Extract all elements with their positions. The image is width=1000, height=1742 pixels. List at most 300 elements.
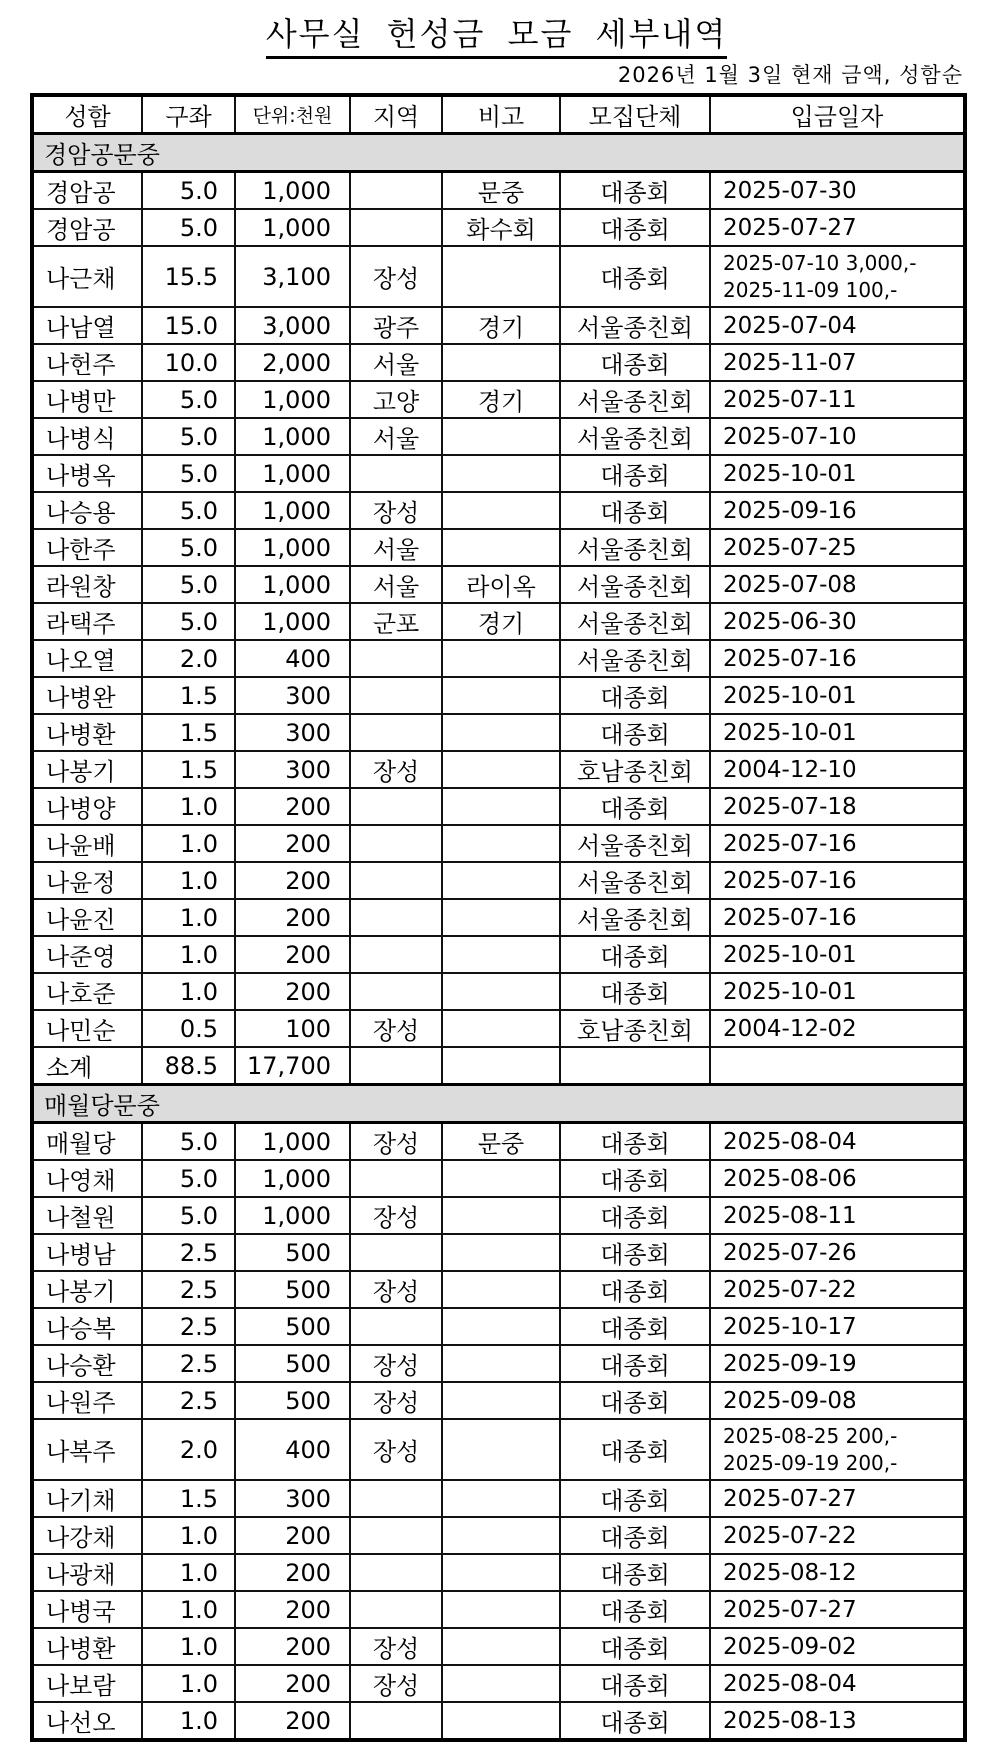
table-row (32, 209, 965, 246)
cell-date (710, 1665, 965, 1702)
date-line: 2025-11-09 100,- (723, 277, 898, 302)
date-line: 2025-08-11 (723, 1202, 857, 1229)
cell-note (442, 1628, 560, 1665)
col-header-region: 지역 (350, 95, 442, 134)
cell-region (350, 788, 442, 825)
table-row (32, 714, 965, 751)
cell-name: 나남열 (32, 307, 142, 344)
table-row (32, 455, 965, 492)
cell-note (442, 1517, 560, 1554)
cell-note (442, 1197, 560, 1234)
cell-region: 장성 (350, 1419, 442, 1480)
cell-org: 대종회 (560, 1702, 710, 1740)
cell-org: 서울종친회 (560, 307, 710, 344)
cell-region: 장성 (350, 1271, 442, 1308)
cell-note (442, 973, 560, 1010)
cell-org: 대종회 (560, 1665, 710, 1702)
cell-accounts: 5.0 (142, 381, 235, 418)
cell-region: 광주 (350, 307, 442, 344)
cell-date (710, 1419, 965, 1480)
cell-amount: 1,000 (235, 172, 350, 210)
cell-date (710, 936, 965, 973)
cell-amount: 500 (235, 1345, 350, 1382)
cell-name: 나병남 (32, 1234, 142, 1271)
cell-accounts: 15.0 (142, 307, 235, 344)
cell-org: 대종회 (560, 1517, 710, 1554)
cell-accounts: 1.0 (142, 1628, 235, 1665)
cell-org: 서울종친회 (560, 381, 710, 418)
cell-name: 나광채 (32, 1554, 142, 1591)
cell-amount: 300 (235, 677, 350, 714)
cell-date (710, 1234, 965, 1271)
cell-amount: 1,000 (235, 603, 350, 640)
cell-region (350, 1308, 442, 1345)
cell-date (710, 492, 965, 529)
cell-note (442, 862, 560, 899)
cell-date (710, 1160, 965, 1197)
date-line: 2025-07-16 (723, 645, 857, 672)
cell-amount: 200 (235, 1554, 350, 1591)
table-row (32, 1591, 965, 1628)
date-line: 2025-08-04 (723, 1670, 857, 1697)
col-header-name: 성함 (32, 95, 142, 134)
cell-accounts: 10.0 (142, 344, 235, 381)
date-line: 2025-07-08 (723, 571, 857, 598)
date-line: 2025-07-30 (723, 177, 857, 204)
cell-accounts: 1.0 (142, 1665, 235, 1702)
cell-name: 나윤정 (32, 862, 142, 899)
cell-name: 라택주 (32, 603, 142, 640)
cell-amount: 300 (235, 751, 350, 788)
date-line: 2025-09-08 (723, 1387, 857, 1414)
section-header: 매월당문중 (32, 1085, 965, 1123)
cell-accounts: 2.5 (142, 1271, 235, 1308)
cell-note (442, 1160, 560, 1197)
cell-accounts: 5.0 (142, 209, 235, 246)
cell-org: 대종회 (560, 344, 710, 381)
cell-date (710, 566, 965, 603)
cell-region: 장성 (350, 751, 442, 788)
table-row (32, 246, 965, 307)
cell-amount: 2,000 (235, 344, 350, 381)
table-row (32, 1702, 965, 1740)
donation-table (30, 93, 967, 1742)
header-row (32, 95, 965, 134)
cell-org: 대종회 (560, 1480, 710, 1517)
date-line: 2025-07-27 (723, 1485, 857, 1512)
table-row (32, 1554, 965, 1591)
date-line: 2025-10-01 (723, 978, 857, 1005)
cell-note: 문중 (442, 172, 560, 210)
cell-amount: 300 (235, 714, 350, 751)
cell-note (442, 344, 560, 381)
date-line: 2025-07-16 (723, 904, 857, 931)
cell-region (350, 640, 442, 677)
table-row (32, 172, 965, 210)
table-row (32, 1517, 965, 1554)
cell-org: 서울종친회 (560, 603, 710, 640)
table-row (32, 307, 965, 344)
table-header (32, 95, 965, 134)
table-row (32, 418, 965, 455)
cell-region: 고양 (350, 381, 442, 418)
cell-note (442, 899, 560, 936)
cell-name: 나강채 (32, 1517, 142, 1554)
cell-org: 대종회 (560, 788, 710, 825)
cell-region (350, 825, 442, 862)
cell-note (442, 1234, 560, 1271)
cell-date (710, 1123, 965, 1161)
cell-accounts: 5.0 (142, 529, 235, 566)
cell-accounts: 5.0 (142, 1160, 235, 1197)
cell-amount: 1,000 (235, 381, 350, 418)
cell-amount: 1,000 (235, 1123, 350, 1161)
cell-name: 나원주 (32, 1382, 142, 1419)
cell-note (442, 1345, 560, 1382)
cell-note (442, 1382, 560, 1419)
cell-org: 대종회 (560, 936, 710, 973)
cell-amount: 1,000 (235, 418, 350, 455)
cell-name: 나준영 (32, 936, 142, 973)
cell-region (350, 172, 442, 210)
cell-region: 장성 (350, 1010, 442, 1047)
cell-name: 나한주 (32, 529, 142, 566)
cell-org: 대종회 (560, 1382, 710, 1419)
table-body (32, 134, 965, 1741)
cell-amount: 500 (235, 1234, 350, 1271)
cell-amount: 1,000 (235, 1160, 350, 1197)
cell-accounts: 1.5 (142, 714, 235, 751)
table-row (32, 1308, 965, 1345)
cell-region (350, 455, 442, 492)
cell-date (710, 603, 965, 640)
cell-date (710, 714, 965, 751)
cell-region (350, 899, 442, 936)
cell-region: 서울 (350, 344, 442, 381)
cell-region (350, 973, 442, 1010)
table-row (32, 936, 965, 973)
cell-org: 대종회 (560, 1160, 710, 1197)
table-row (32, 344, 965, 381)
cell-org: 서울종친회 (560, 529, 710, 566)
date-line: 2025-07-10 3,000,- (723, 250, 917, 275)
cell-org: 대종회 (560, 1345, 710, 1382)
cell-name: 나근채 (32, 246, 142, 307)
cell-name: 나병환 (32, 714, 142, 751)
cell-name: 나봉기 (32, 751, 142, 788)
date-line: 2025-07-16 (723, 867, 857, 894)
col-header-date: 입금일자 (710, 95, 965, 134)
cell-amount: 400 (235, 640, 350, 677)
date-line: 2025-07-25 (723, 534, 857, 561)
cell-note (442, 246, 560, 307)
cell-name: 나병환 (32, 1628, 142, 1665)
section-header: 경암공문중 (32, 134, 965, 172)
cell-note (442, 1047, 560, 1085)
cell-note (442, 1419, 560, 1480)
cell-accounts: 5.0 (142, 455, 235, 492)
cell-accounts: 1.0 (142, 825, 235, 862)
cell-accounts: 88.5 (142, 1047, 235, 1085)
cell-date (710, 825, 965, 862)
cell-date (710, 529, 965, 566)
date-line: 2025-08-06 (723, 1165, 857, 1192)
table-row (32, 603, 965, 640)
date-line: 2025-09-19 200,- (723, 1450, 898, 1475)
cell-amount: 100 (235, 1010, 350, 1047)
table-row (32, 677, 965, 714)
cell-name: 경암공 (32, 209, 142, 246)
cell-accounts: 1.5 (142, 751, 235, 788)
table-row (32, 1419, 965, 1480)
cell-region: 서울 (350, 418, 442, 455)
cell-org: 대종회 (560, 714, 710, 751)
date-line: 2025-10-01 (723, 941, 857, 968)
cell-amount: 300 (235, 1480, 350, 1517)
cell-amount: 500 (235, 1382, 350, 1419)
cell-note (442, 1702, 560, 1740)
cell-date (710, 973, 965, 1010)
cell-date (710, 1197, 965, 1234)
date-line: 2025-07-18 (723, 793, 857, 820)
cell-note (442, 825, 560, 862)
cell-org: 대종회 (560, 1591, 710, 1628)
cell-amount: 1,000 (235, 566, 350, 603)
cell-accounts: 1.0 (142, 1517, 235, 1554)
date-line: 2004-12-10 (723, 756, 857, 783)
cell-amount: 400 (235, 1419, 350, 1480)
subtitle: 2026년 1월 3일 현재 금액, 성함순 (617, 63, 963, 87)
date-line: 2025-07-10 (723, 423, 857, 450)
cell-date (710, 1345, 965, 1382)
date-line: 2025-08-04 (723, 1128, 857, 1155)
cell-name: 나헌주 (32, 344, 142, 381)
cell-date (710, 640, 965, 677)
cell-accounts: 1.5 (142, 677, 235, 714)
cell-accounts: 5.0 (142, 1123, 235, 1161)
cell-org: 서울종친회 (560, 566, 710, 603)
cell-accounts: 2.0 (142, 1419, 235, 1480)
cell-org: 서울종친회 (560, 825, 710, 862)
cell-accounts: 5.0 (142, 603, 235, 640)
date-line: 2025-06-30 (723, 608, 857, 635)
cell-name: 나기채 (32, 1480, 142, 1517)
cell-org: 대종회 (560, 1419, 710, 1480)
cell-region: 서울 (350, 529, 442, 566)
col-header-amount-unit: 단위:천원 (235, 95, 350, 134)
date-line: 2025-07-27 (723, 1596, 857, 1623)
cell-region (350, 677, 442, 714)
cell-accounts: 2.5 (142, 1234, 235, 1271)
table-row (32, 899, 965, 936)
cell-name: 나승용 (32, 492, 142, 529)
cell-org: 대종회 (560, 1554, 710, 1591)
table-row (32, 529, 965, 566)
cell-name: 나철원 (32, 1197, 142, 1234)
cell-org: 대종회 (560, 246, 710, 307)
cell-note (442, 1665, 560, 1702)
cell-name: 나병양 (32, 788, 142, 825)
cell-date (710, 1554, 965, 1591)
cell-region (350, 1517, 442, 1554)
date-line: 2025-07-27 (723, 214, 857, 241)
date-line: 2025-07-04 (723, 312, 857, 339)
cell-date (710, 1010, 965, 1047)
table-row (32, 1234, 965, 1271)
cell-date (710, 788, 965, 825)
cell-amount: 3,000 (235, 307, 350, 344)
cell-accounts: 1.0 (142, 1702, 235, 1740)
cell-name: 나호준 (32, 973, 142, 1010)
cell-region (350, 209, 442, 246)
cell-name: 경암공 (32, 172, 142, 210)
cell-date (710, 172, 965, 210)
cell-date (710, 209, 965, 246)
cell-note: 경기 (442, 381, 560, 418)
table-row (32, 1382, 965, 1419)
cell-name: 나영채 (32, 1160, 142, 1197)
cell-org: 대종회 (560, 1271, 710, 1308)
cell-note (442, 1308, 560, 1345)
cell-region: 장성 (350, 492, 442, 529)
cell-accounts: 15.5 (142, 246, 235, 307)
table-row (32, 566, 965, 603)
cell-region: 장성 (350, 1197, 442, 1234)
col-header-accounts: 구좌 (142, 95, 235, 134)
cell-accounts: 2.5 (142, 1382, 235, 1419)
cell-region (350, 1702, 442, 1740)
cell-region (350, 1234, 442, 1271)
cell-org: 대종회 (560, 1234, 710, 1271)
cell-org: 대종회 (560, 1123, 710, 1161)
cell-amount: 200 (235, 973, 350, 1010)
cell-date (710, 677, 965, 714)
cell-org: 대종회 (560, 1628, 710, 1665)
table-row (32, 1197, 965, 1234)
cell-accounts: 5.0 (142, 172, 235, 210)
cell-region: 군포 (350, 603, 442, 640)
cell-accounts: 5.0 (142, 566, 235, 603)
date-line: 2025-10-01 (723, 460, 857, 487)
cell-org (560, 1047, 710, 1085)
cell-region (350, 1160, 442, 1197)
cell-accounts: 1.5 (142, 1480, 235, 1517)
cell-date (710, 751, 965, 788)
cell-org: 서울종친회 (560, 418, 710, 455)
cell-org: 호남종친회 (560, 751, 710, 788)
table-row (32, 1480, 965, 1517)
cell-accounts: 2.5 (142, 1308, 235, 1345)
cell-date (710, 1591, 965, 1628)
cell-name: 나봉기 (32, 1271, 142, 1308)
cell-date (710, 344, 965, 381)
cell-note (442, 751, 560, 788)
cell-region: 장성 (350, 1628, 442, 1665)
cell-org: 대종회 (560, 677, 710, 714)
table-row (32, 862, 965, 899)
date-line: 2025-09-02 (723, 1633, 857, 1660)
table-row (32, 1271, 965, 1308)
cell-name: 나민순 (32, 1010, 142, 1047)
cell-amount: 200 (235, 936, 350, 973)
cell-note (442, 1010, 560, 1047)
cell-amount: 1,000 (235, 529, 350, 566)
cell-region (350, 1480, 442, 1517)
cell-org: 서울종친회 (560, 862, 710, 899)
cell-amount: 200 (235, 788, 350, 825)
cell-name: 나병식 (32, 418, 142, 455)
cell-region: 장성 (350, 1665, 442, 1702)
section-row (32, 134, 965, 172)
table-row (32, 381, 965, 418)
cell-amount: 1,000 (235, 492, 350, 529)
cell-name: 소계 (32, 1047, 142, 1085)
page-title: 사무실 헌성금 모금 세부내역 (266, 14, 727, 59)
cell-date (710, 307, 965, 344)
cell-org: 대종회 (560, 455, 710, 492)
cell-region (350, 1554, 442, 1591)
cell-name: 매월당 (32, 1123, 142, 1161)
table-row (32, 492, 965, 529)
cell-amount: 200 (235, 862, 350, 899)
cell-note: 라이옥 (442, 566, 560, 603)
cell-note: 경기 (442, 307, 560, 344)
cell-org: 대종회 (560, 172, 710, 210)
cell-region: 장성 (350, 1123, 442, 1161)
table-row (32, 640, 965, 677)
cell-note (442, 529, 560, 566)
cell-note (442, 1480, 560, 1517)
cell-name: 나병옥 (32, 455, 142, 492)
date-line: 2025-07-22 (723, 1276, 857, 1303)
cell-accounts: 2.0 (142, 640, 235, 677)
table-row (32, 1010, 965, 1047)
cell-accounts: 1.0 (142, 1591, 235, 1628)
table-row (32, 788, 965, 825)
cell-amount: 200 (235, 1517, 350, 1554)
table-row (32, 825, 965, 862)
cell-region (350, 1591, 442, 1628)
cell-name: 나병국 (32, 1591, 142, 1628)
cell-date (710, 1382, 965, 1419)
cell-date (710, 246, 965, 307)
title-wrap (30, 14, 963, 59)
cell-region: 장성 (350, 1345, 442, 1382)
cell-name: 나선오 (32, 1702, 142, 1740)
table-row (32, 1160, 965, 1197)
cell-amount: 200 (235, 825, 350, 862)
subtotal-row (32, 1047, 965, 1085)
table-row (32, 1345, 965, 1382)
cell-date (710, 1047, 965, 1085)
date-line: 2025-09-16 (723, 497, 857, 524)
cell-amount: 17,700 (235, 1047, 350, 1085)
cell-name: 나승복 (32, 1308, 142, 1345)
date-line: 2025-08-13 (723, 1707, 857, 1734)
cell-note: 경기 (442, 603, 560, 640)
cell-note (442, 1554, 560, 1591)
cell-note (442, 936, 560, 973)
date-line: 2025-10-01 (723, 719, 857, 746)
cell-name: 나윤진 (32, 899, 142, 936)
cell-org: 서울종친회 (560, 640, 710, 677)
date-line: 2025-08-25 200,- (723, 1423, 898, 1448)
cell-org: 대종회 (560, 973, 710, 1010)
date-line: 2004-12-02 (723, 1015, 857, 1042)
cell-accounts: 1.0 (142, 788, 235, 825)
date-line: 2025-07-16 (723, 830, 857, 857)
cell-amount: 1,000 (235, 209, 350, 246)
